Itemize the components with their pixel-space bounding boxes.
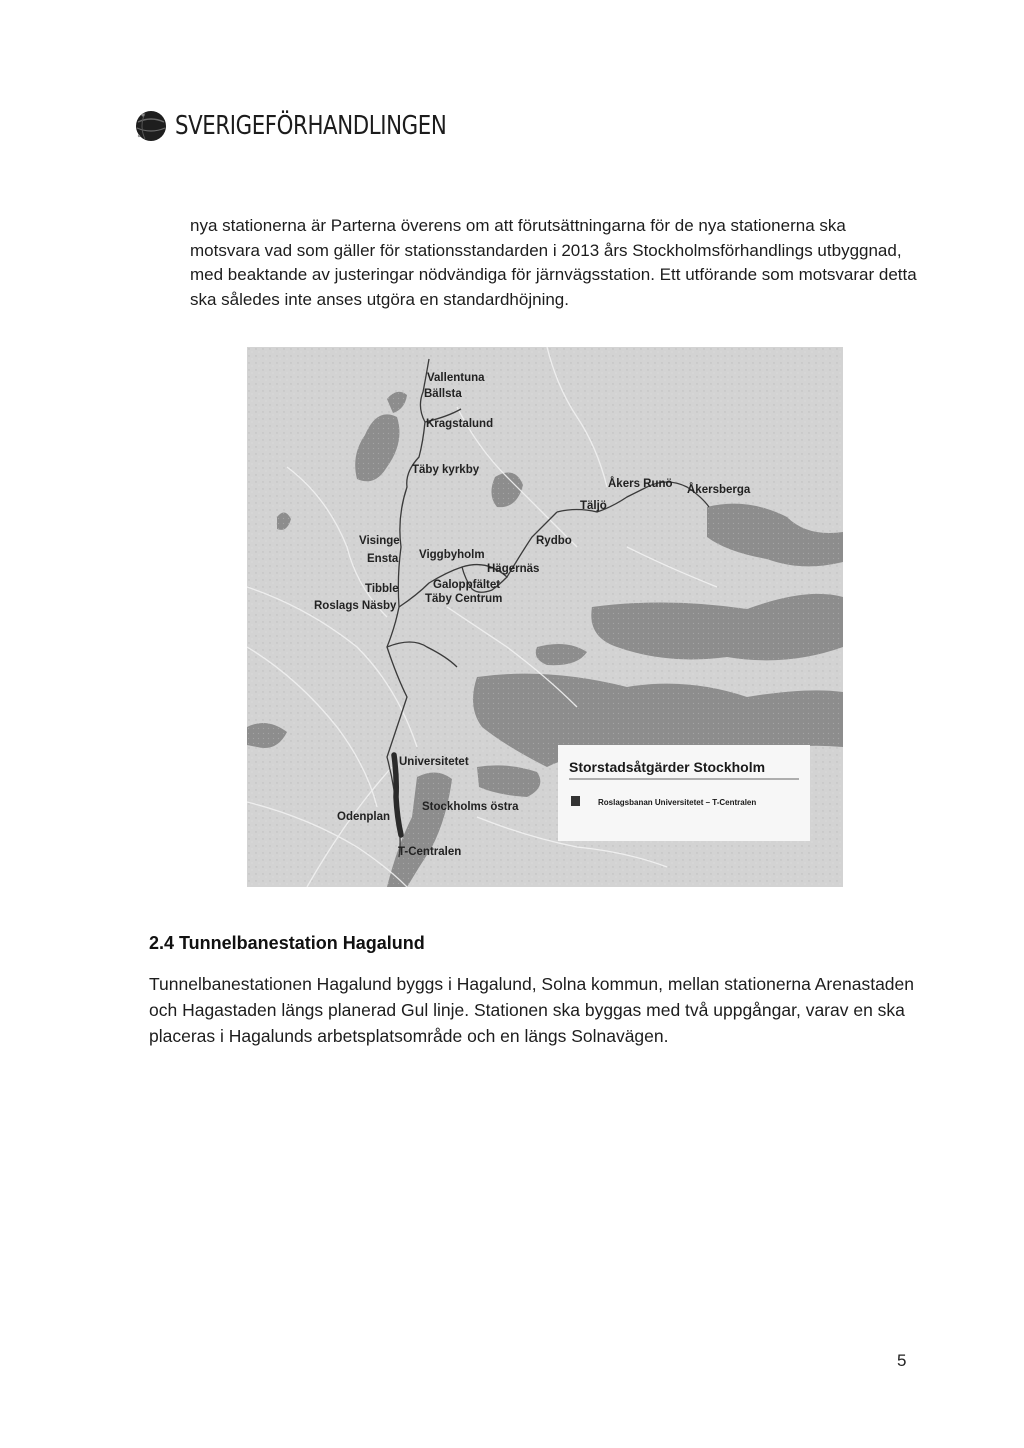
label-akersberga: Åkersberga [687,484,751,496]
map-legend [558,745,810,841]
label-kragstalund: Kragstalund [426,418,494,430]
intro-paragraph: nya stationerna är Parterna överens om att förutsättningarna för de nya stationerna ska motsvara vad som gäller för stationsstandarden i 2013 års Stockholmsförhandlings utbyggnad, med beaktande av justeringar nödvändiga för järnvägsstation. Ett utförande som motsvarar detta ska således inte anses utgöra en standardhöjning. [190,216,917,309]
legend-swatch [571,796,580,806]
label-roslags-nasby: Roslags Näsby [314,600,397,612]
label-ballsta: Bällsta [424,388,462,400]
legend-item-label: Roslagsbanan Universitetet – T-Centralen [598,798,757,807]
label-odenplan: Odenplan [337,811,391,823]
map-figure [247,347,843,887]
map-svg [247,347,843,887]
section-body: Tunnelbanestationen Hagalund byggs i Hagalund, Solna kommun, mellan stationerna Arenastaden och Hagastaden längs planerad Gul linje. Stationen ska byggas med två uppgångar, varav en ska placeras i Hagalunds arbetsplatsområde och en längs Solnavägen. [149,974,915,1046]
page-number: 5 [897,1351,907,1370]
label-stockholms-ostra: Stockholms östra [422,801,519,813]
label-rydbo: Rydbo [536,535,572,547]
label-visinge: Visinge [359,535,400,547]
label-viggbyholm: Viggbyholm [419,549,485,561]
label-akers-runo: Åkers Runö [608,478,673,490]
label-vallentuna: Vallentuna [427,372,485,384]
label-taljo: Täljö [580,500,607,512]
logo [133,108,506,144]
label-ensta: Ensta [367,553,399,565]
label-taby-centrum: Täby Centrum [425,593,503,605]
label-tibble: Tibble [365,583,399,595]
section-heading: 2.4 Tunnelbanestation Hagalund [149,933,425,953]
label-universitetet: Universitetet [399,756,469,768]
label-galoppfaltet: Galoppfältet [433,579,501,591]
label-t-centralen: T-Centralen [398,846,462,858]
legend-title: Storstadsåtgärder Stockholm [569,759,766,775]
logo-text: SVERIGEFÖRHANDLINGEN [175,111,447,141]
label-hagernas: Hägernäs [487,563,540,575]
globe-icon [133,108,169,144]
label-taby-kyrkby: Täby kyrkby [412,464,480,476]
